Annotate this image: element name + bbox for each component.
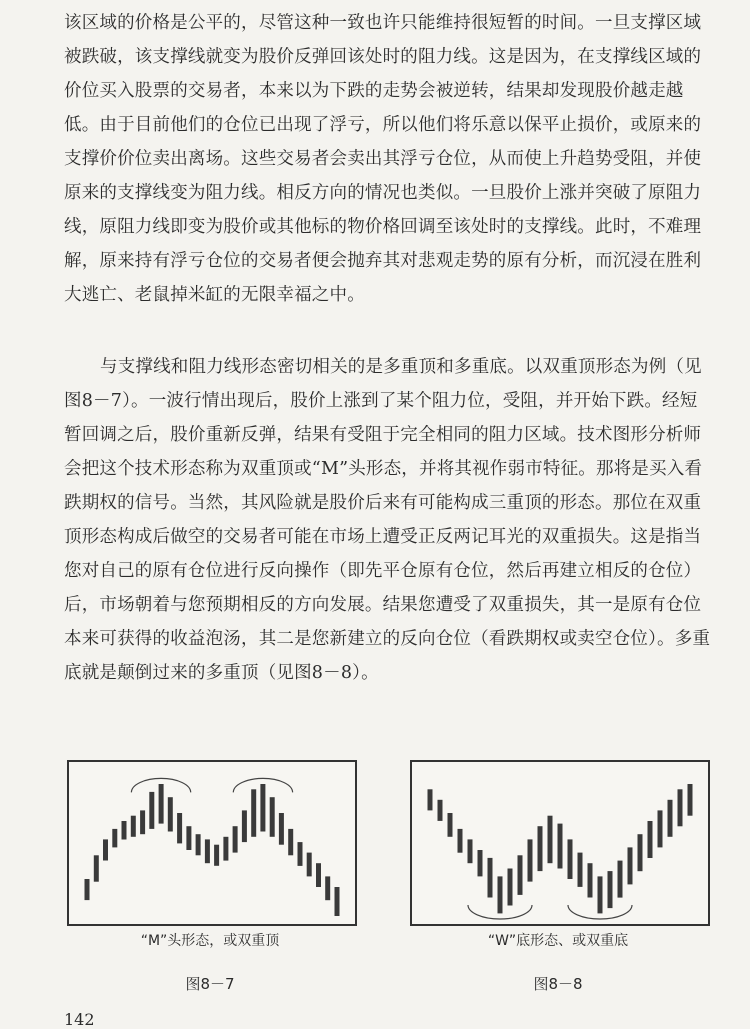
price-bar [168,797,173,831]
double-top-svg [69,762,355,924]
price-bar [488,858,493,898]
price-bar [658,810,663,847]
page-number: 142 [64,1010,95,1029]
price-bar [316,863,321,887]
figure-8-8-double-bottom-chart [410,760,710,926]
price-bar [214,845,219,866]
price-bar [131,816,136,837]
price-bar [122,821,127,840]
price-bar [458,829,463,853]
price-bar [307,853,312,877]
price-bar [528,839,533,881]
price-bar [538,826,543,871]
price-bar [103,839,108,860]
price-bar [335,887,340,916]
price-bar [478,850,483,876]
price-bar [558,824,563,869]
price-bar [428,789,433,810]
price-bar [270,797,275,837]
price-bar [112,829,117,848]
price-bar [618,861,623,898]
price-bar [668,800,673,837]
price-bar [648,821,653,858]
price-bar [223,837,228,861]
price-bar [140,810,145,834]
price-bar [94,855,99,881]
paragraph-1: 该区域的价格是公平的，尽管这种一致也许只能维持很短暂的时间。一旦支撑区域被跌破，该支撑线就变为股价反弹回该处时的阻力线。这是因为，在支撑线区域的价位买入股票的交易者，本来以为下跌的走势会被逆转，结果却发现股价越走越低。由于目前他们的仓位已出现了浮亏，所以他们将乐意以保平止损价，或原来的支撑价价位卖出离场。这些交易者会卖出其浮亏仓位，从而使上升趋势受阻，并使原来的支撑线变为阻力线。相反方向的情况也类似。一旦股价上涨并突破了原阻力线，原阻力线即变为股价或其他标的物价格回调至该处时的支撑线。此时，不难理解，原来持有浮亏仓位的交易者便会抛弃其对悲观走势的原有分析，而沉浸在胜利大逃亡、老鼠掉米缸的无限幸福之中。 [64,13,702,305]
price-bar [233,826,238,852]
price-bar [448,813,453,837]
price-bar [298,842,303,866]
price-bar [242,810,247,842]
price-bar [149,792,154,829]
price-bar [548,816,553,864]
price-bar [678,789,683,826]
price-bar [688,784,693,816]
price-bar [288,829,293,855]
price-bar [508,869,513,906]
figure-8-7-caption: “M”头形态，或双重顶 [140,933,280,949]
price-bar [578,853,583,887]
price-bar [518,855,523,895]
price-bar [196,834,201,855]
price-bar [438,800,443,821]
price-bar [598,876,603,913]
price-bar [186,826,191,850]
price-bar [205,839,210,863]
price-bar [568,839,573,879]
paragraph-2: 与支撑线和阻力线形态密切相关的是多重顶和多重底。以双重顶形态为例（见图8－7）。一波行情出现后，股价上涨到了某个阻力位，受阻，并开始下跌。经短暂回调之后，股价重新反弹，结果有受阻于完全相同的阻力区域。技术图形分析师会把这个技术形态称为双重顶或“M”头形态，并将其视作弱市特征。那将是买入看跌期权的信号。当然，其风险就是股价后来有可能构成三重顶的形态。那位在双重顶形态构成后做空的交易者可能在市场上遭受正反两记耳光的双重损失。这是指当您对自己的原有仓位进行反向操作（即先平仓原有仓位，然后再建立相反的仓位）后，市场朝着与您预期相反的方向发展。结果您遭受了双重损失，其一是原有仓位本来可获得的收益泡汤，其二是您新建立的反向仓位（看跌期权或卖空仓位）。多重底就是颠倒过来的多重顶（见图8－8）。 [64,357,711,683]
price-bar [85,879,90,900]
price-bar [177,813,182,843]
double-bottom-svg [412,762,708,924]
price-bar [498,876,503,913]
price-bar [279,813,284,845]
price-bar [260,784,265,832]
price-bar [628,847,633,884]
price-bar [325,876,330,900]
figure-8-8-caption: “W”底形态、或双重底 [487,933,629,949]
price-bar [468,839,473,863]
price-bar [159,784,164,824]
price-bar [638,834,643,871]
figure-8-7-number: 图8－7 [185,975,235,993]
figure-8-8-number: 图8－8 [533,975,583,993]
price-bar [588,863,593,897]
price-bar [251,789,256,837]
price-bar [608,871,613,908]
figure-8-7-double-top-chart [67,760,357,926]
